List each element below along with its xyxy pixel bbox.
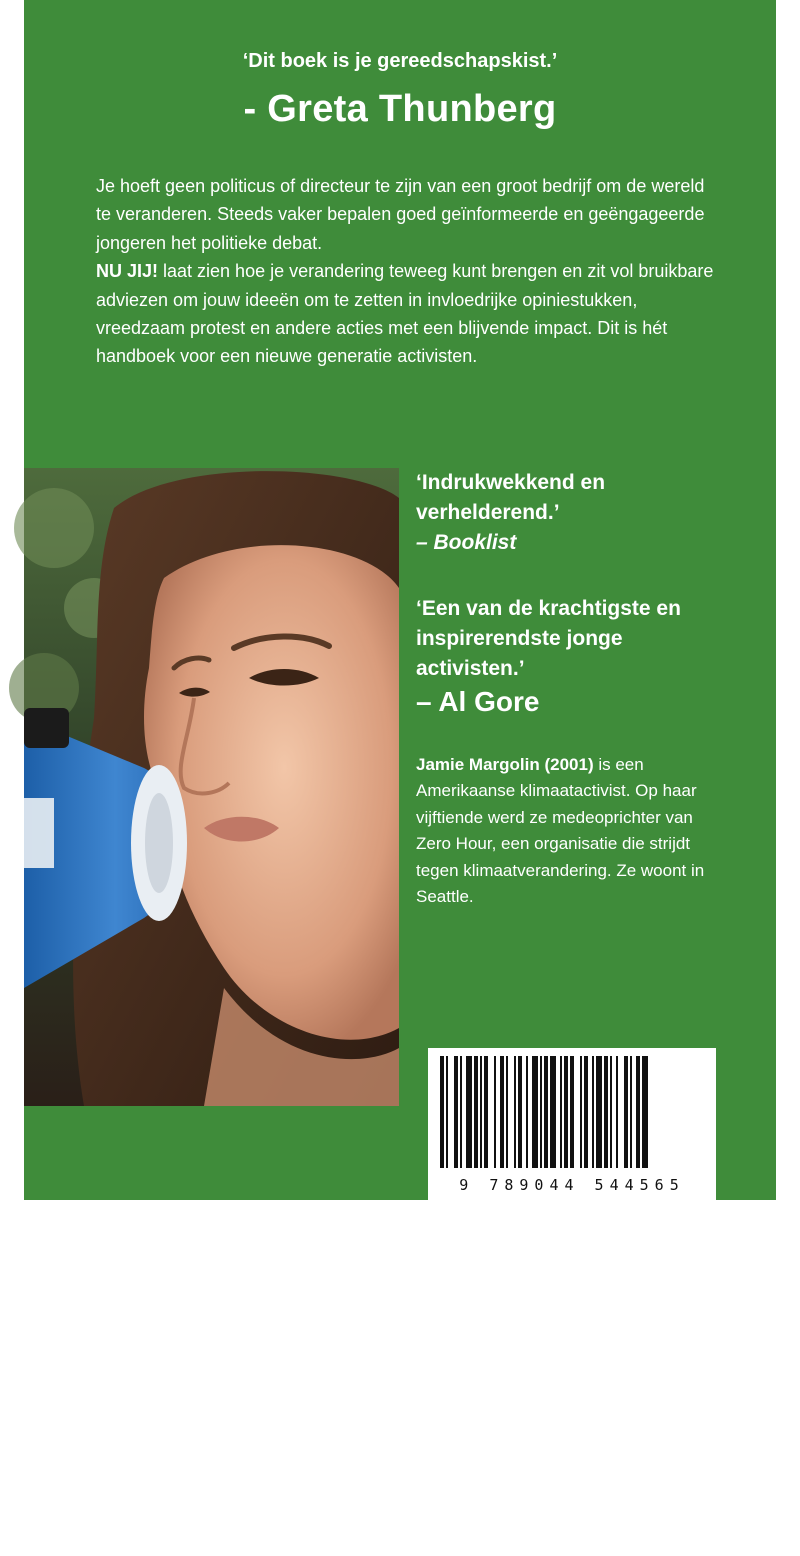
blurb (96, 172, 716, 371)
barcode-bar (480, 1056, 482, 1168)
barcode-bar (532, 1056, 538, 1168)
barcode-bar (630, 1056, 632, 1168)
barcode-bar (564, 1056, 568, 1168)
barcode-bar (570, 1056, 574, 1168)
barcode-bar (518, 1056, 522, 1168)
quote-booklist-text: ‘Indrukwekkend en verhelderend.’ (416, 471, 606, 524)
barcode-bar (526, 1056, 528, 1168)
blurb-paragraph-2-text: laat zien hoe je verandering teweeg kunt brengen en zit vol bruikbare adviezen om jouw ideeën om te zetten in invloedrijke opiniestukken, vreedzaam protest en andere acties met een blijvende impact. Dit is hét handboek voor een nieuwe generatie activisten. (96, 261, 714, 367)
book-back-cover (24, 0, 776, 1556)
top-quote-text: ‘Dit boek is je gereedschapskist.’ (242, 50, 558, 72)
isbn-number: 9 789044 544565 (459, 1176, 685, 1194)
author-bio-body: is een Amerikaanse klimaatactivist. Op haar vijftiende werd ze medeoprichter van Zero Hour, een organisatie die strijdt tegen klimaatverandering. Ze woont in Seattle. (416, 755, 705, 907)
barcode-bar (474, 1056, 478, 1168)
isbn-barcode (428, 1048, 716, 1200)
barcode-bar (596, 1056, 602, 1168)
barcode-bar (544, 1056, 548, 1168)
barcode-bar (540, 1056, 542, 1168)
barcode-bar (610, 1056, 612, 1168)
barcode-bar (624, 1056, 628, 1168)
barcode-bar (636, 1056, 640, 1168)
top-quote-author: - Greta Thunberg (243, 88, 557, 130)
quote-al-gore-author: – Al Gore (416, 686, 540, 717)
quote-booklist-author: – Booklist (416, 531, 517, 554)
barcode-bar (466, 1056, 472, 1168)
blurb-paragraph-2 (96, 257, 716, 371)
quote-al-gore-text: ‘Een van de krachtigste en inspirerendste jonge activisten.’ (416, 597, 681, 680)
author-bio (416, 752, 716, 910)
barcode-bar (460, 1056, 462, 1168)
barcode-bar (604, 1056, 608, 1168)
quote-al-gore (416, 594, 736, 720)
blurb-paragraph-1: Je hoeft geen politicus of directeur te zijn van een groot bedrijf om de wereld te veranderen. Steeds vaker bepalen goed geïnformeerde en geëngageerde jongeren het politieke debat. (96, 176, 705, 253)
quote-booklist (416, 468, 736, 558)
barcode-bar (514, 1056, 516, 1168)
barcode-bar (506, 1056, 508, 1168)
photo-credit: © Bryant Fisher (68, 1542, 152, 1556)
barcode-bars (428, 1048, 716, 1172)
author-photo-illustration (24, 468, 399, 1106)
barcode-bar (550, 1056, 556, 1168)
author-name: Jamie Margolin (2001) (416, 755, 594, 774)
author-bio-text (416, 752, 716, 910)
barcode-bar (616, 1056, 618, 1168)
barcode-bar (592, 1056, 594, 1168)
barcode-bar (446, 1056, 448, 1168)
barcode-bar (454, 1056, 458, 1168)
book-title-highlight: NU JIJ! (96, 261, 159, 282)
barcode-bar (484, 1056, 488, 1168)
barcode-bar (560, 1056, 562, 1168)
barcode-bar (580, 1056, 582, 1168)
author-photo (24, 468, 399, 1556)
barcode-bar (440, 1056, 444, 1168)
barcode-bar (494, 1056, 496, 1168)
barcode-bar (642, 1056, 648, 1168)
barcode-bar (500, 1056, 504, 1168)
barcode-bar (584, 1056, 588, 1168)
